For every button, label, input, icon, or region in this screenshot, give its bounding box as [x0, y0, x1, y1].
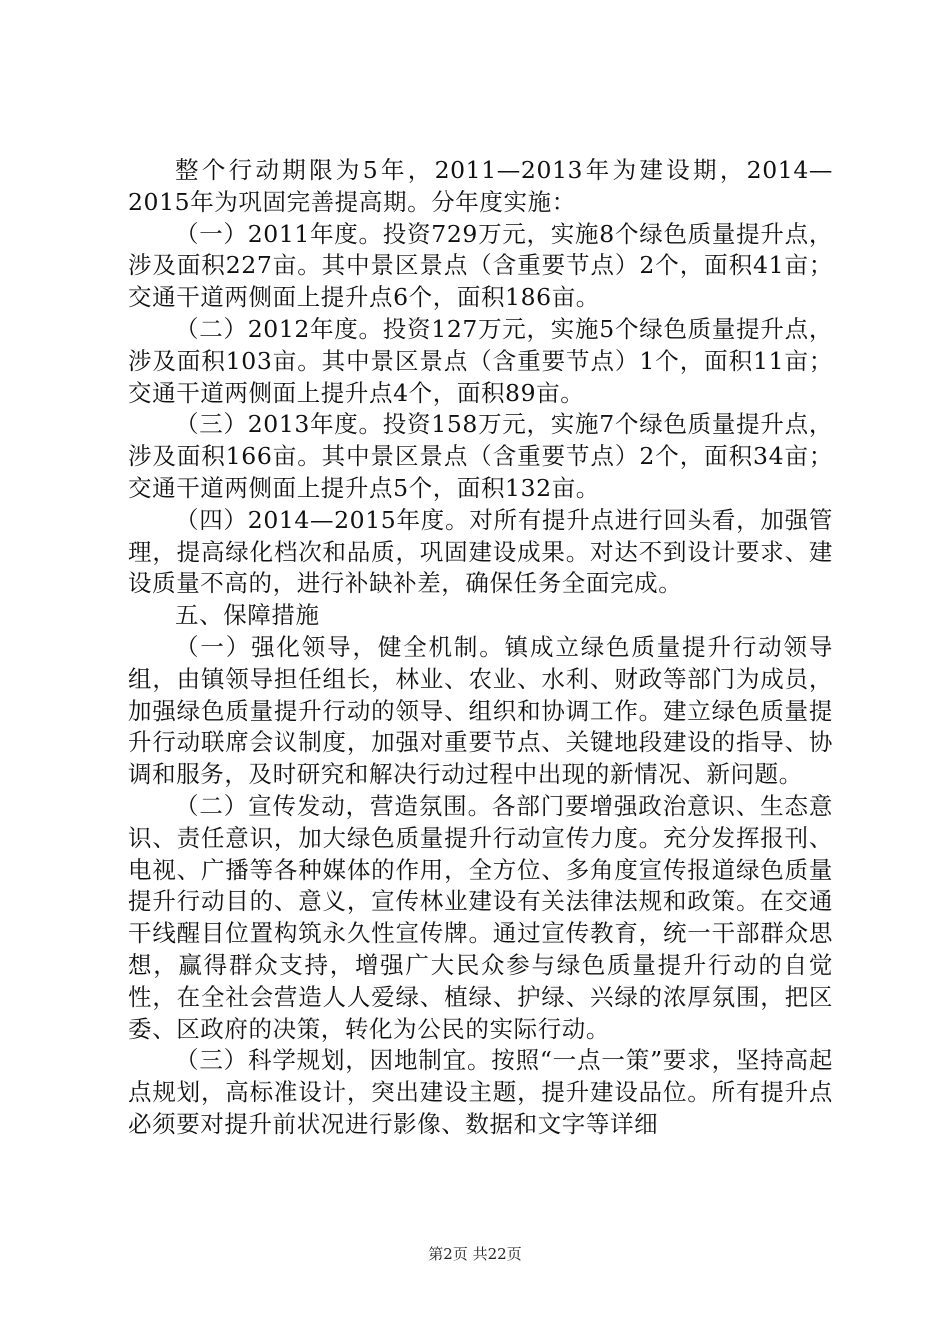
- paragraph-period-overview: 整个行动期限为5年，2011—2013年为建设期，2014—2015年为巩固完善提高期。分年度实施：: [128, 156, 833, 216]
- paragraph-planning: （三）科学规划，因地制宜。按照“一点一策”要求，坚持高起点规划，高标准设计，突出建设主题，提升建设品位。所有提升点必须要对提升前状况进行影像、数据和文字等详细: [128, 1046, 833, 1138]
- paragraph-year-2011: （一）2011年度。投资729万元，实施8个绿色质量提升点，涉及面积227亩。其中景区景点（含重要节点）2个，面积41亩；交通干道两侧面上提升点6个，面积186亩。: [128, 219, 833, 312]
- paragraph-leadership: （一）强化领导，健全机制。镇成立绿色质量提升行动领导组，由镇领导担任组长，林业、农业、水利、财政等部门为成员，加强绿色质量提升行动的领导、组织和协调工作。建立绿色质量提升行动联席会议制度，加强对重要节点、关键地段建设的指导、协调和服务，及时研究和解决行动过程中出现的新情况、新问题。: [128, 632, 833, 789]
- page-number-label: 第2页 共22页: [428, 1245, 522, 1263]
- document-body: [128, 155, 833, 1141]
- page-footer: [0, 1244, 950, 1264]
- paragraph-year-2013: （三）2013年度。投资158万元，实施7个绿色质量提升点，涉及面积166亩。其中景区景点（含重要节点）2个，面积34亩；交通干道两侧面上提升点5个，面积132亩。: [128, 410, 833, 502]
- paragraph-year-2014-2015: （四）2014—2015年度。对所有提升点进行回头看，加强管理，提高绿化档次和品质，巩固建设成果。对达不到设计要求、建设质量不高的，进行补缺补差，确保任务全面完成。: [128, 505, 833, 598]
- paragraph-year-2012: （二）2012年度。投资127万元，实施5个绿色质量提升点，涉及面积103亩。其中景区景点（含重要节点）1个，面积11亩；交通干道两侧面上提升点4个，面积89亩。: [128, 314, 833, 407]
- section-heading-safeguards: 五、保障措施: [175, 601, 320, 630]
- paragraph-publicity: （二）宣传发动，营造氛围。各部门要增强政治意识、生态意识、责任意识，加大绿色质量提升行动宣传力度。充分发挥报刊、电视、广播等各种媒体的作用，全方位、多角度宣传报道绿色质量提升行动目的、意义，宣传林业建设有关法律法规和政策。在交通干线醒目位置构筑永久性宣传牌。通过宣传教育，统一干部群众思想，赢得群众支持，增强广大民众参与绿色质量提升行动的自觉性，在全社会营造人人爱绿、植绿、护绿、兴绿的浓厚氛围，把区委、区政府的决策，转化为公民的实际行动。: [128, 791, 833, 1043]
